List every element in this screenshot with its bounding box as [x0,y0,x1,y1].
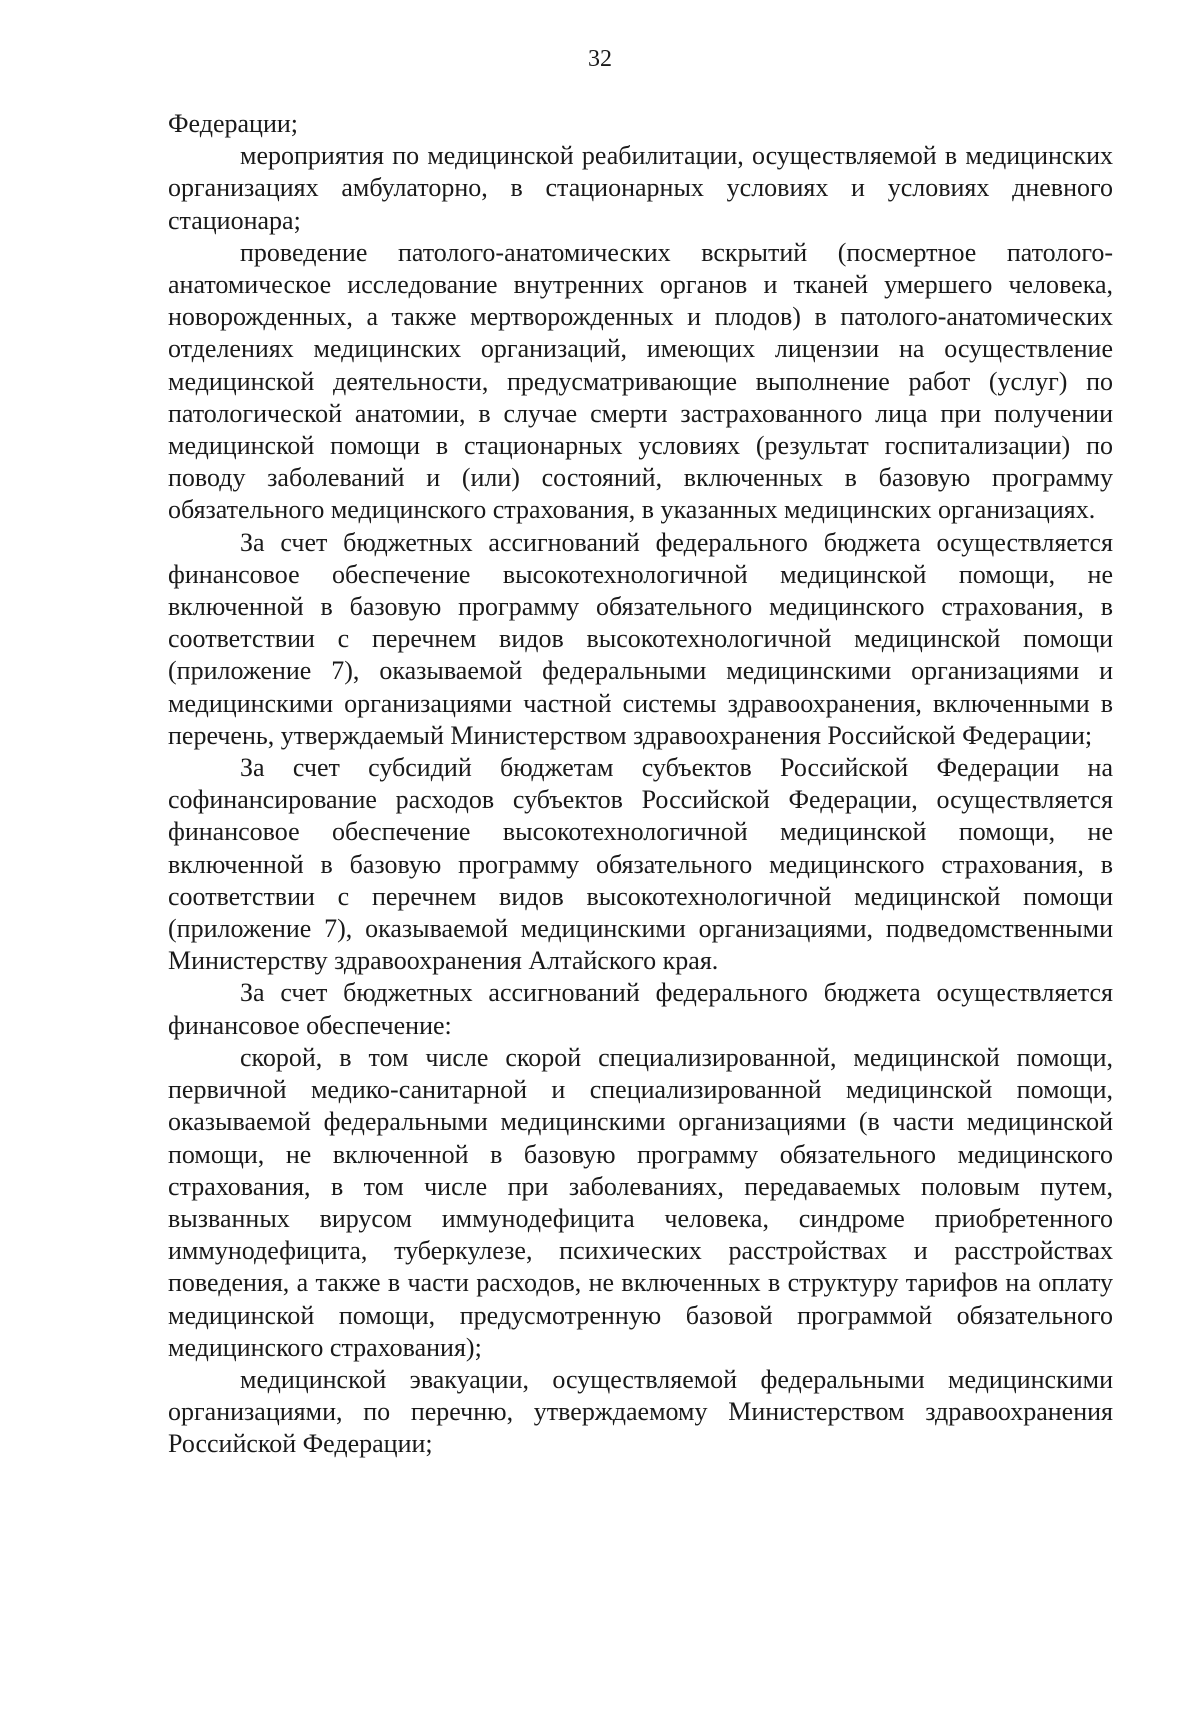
paragraph-federal-hightech: За счет бюджетных ассигнований федерального бюджета осуществляется финансовое обеспечение высокотехнологичной медицинской помощи, не включенной в базовую программу обязательного медицинского страхования, в соответствии с перечнем видов высокотехнологичной медицинской помощи (приложение 7), оказываемой федеральными медицинскими организациями и медицинскими организациями частной системы здравоохранения, включенными в перечень, утверждаемый Министерством здравоохранения Российской Федерации; [168,527,1113,750]
paragraph-continuation: Федерации; [168,109,299,138]
paragraph-evacuation: медицинской эвакуации, осуществляемой федеральными медицинскими организациями, по перечню, утверждаемому Министерством здравоохранения Российской Федерации; [168,1364,1113,1459]
document-body [168,108,1113,1461]
paragraph-autopsy: проведение патолого-анатомических вскрытий (посмертное патолого-анатомическое исследование внутренних органов и тканей умершего человека, новорожденных, а также мертворожденных и плодов) в патолого-анатомических отделениях медицинских организаций, имеющих лицензии на осуществление медицинской деятельности, предусматривающие выполнение работ (услуг) по патологической анатомии, в случае смерти застрахованного лица при получении медицинской помощи в стационарных условиях (результат госпитализации) по поводу заболеваний и (или) состояний, включенных в базовую программу обязательного медицинского страхования, в указанных медицинских организациях. [168,237,1113,525]
paragraph-federal-budget: За счет бюджетных ассигнований федерального бюджета осуществляется финансовое обеспечение: [168,978,1113,1040]
paragraph-subsidies: За счет субсидий бюджетам субъектов Российской Федерации на софинансирование расходов субъектов Российской Федерации, осуществляется финансовое обеспечение высокотехнологичной медицинской помощи, не включенной в базовую программу обязательного медицинского страхования, в соответствии с перечнем видов высокотехнологичной медицинской помощи (приложение 7), оказываемой медицинскими организациями, подведомственными Министерству здравоохранения Алтайского края. [168,753,1113,976]
paragraph-rehabilitation: мероприятия по медицинской реабилитации, осуществляемой в медицинских организациях амбулаторно, в стационарных условиях и условиях дневного стационара; [168,141,1113,235]
paragraph-emergency-care: скорой, в том числе скорой специализированной, медицинской помощи, первичной медико-санитарной и специализированной медицинской помощи, оказываемой федеральными медицинскими организациями (в части медицинской помощи, не включенной в базовую программу обязательного медицинского страхования, в том числе при заболеваниях, передаваемых половым путем, вызванных вирусом иммунодефицита человека, синдроме приобретенного иммунодефицита, туберкулезе, психических расстройствах и расстройствах поведения, а также в части расходов, не включенных в структуру тарифов на оплату медицинской помощи, предусмотренную базовой программой обязательного медицинского страхования); [168,1042,1113,1362]
page-number: 32 [588,46,612,72]
